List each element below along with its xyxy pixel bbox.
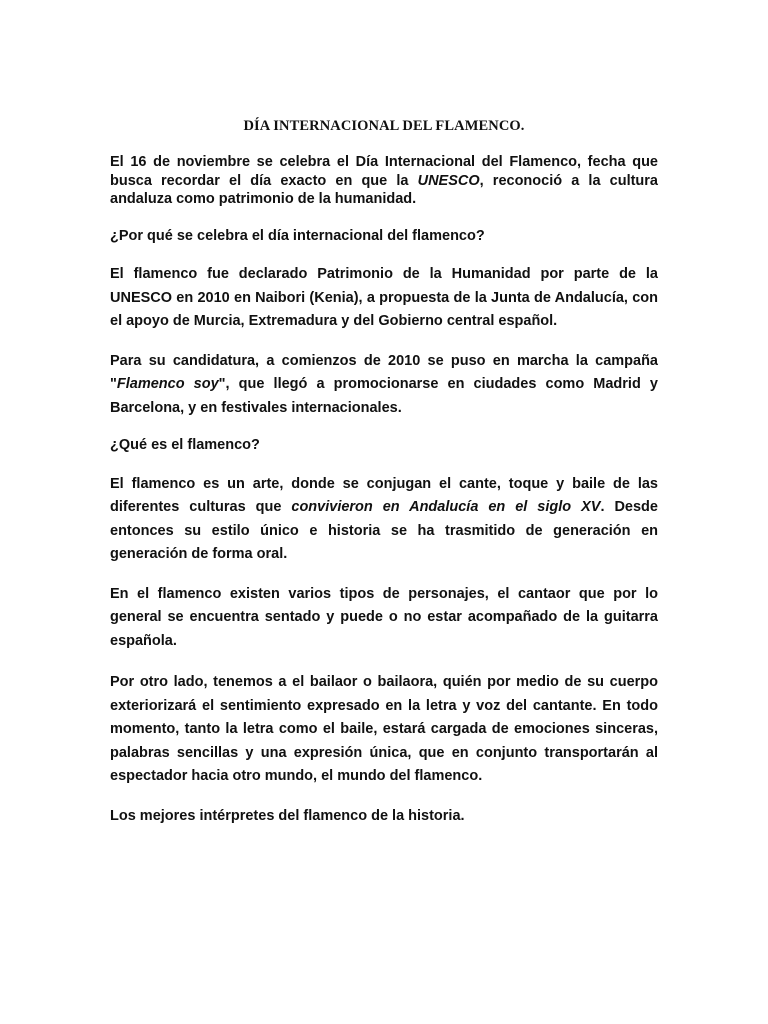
paragraph-candidacy-text-a: Para su candidatura, a comienzos de 2010 se puso en marcha la campaña " [110,352,658,392]
paragraph-art-text-a: El flamenco es un arte, donde se conjugan el cante, toque y baile de las diferentes culturas que [110,475,658,515]
paragraph-characters: En el flamenco existen varios tipos de personajes, el cantaor que por lo general se encuentra sentado y puede o no estar acompañado de la guitarra española. [110,585,658,649]
history-emphasis: convivieron en Andalucía en el siglo XV [291,499,601,515]
paragraph-intro-text-b: , reconoció a la cultura andaluza como patrimonio de la humanidad. [110,172,658,207]
question-what-is-flamenco: ¿Qué es el flamenco? [110,437,260,453]
paragraph-art-text-b: . Desde entonces su estilo único e historia se ha trasmitido de generación en generación de forma oral. [110,499,658,562]
question-why-celebrated: ¿Por qué se celebra el día internacional del flamenco? [110,227,485,244]
paragraph-art-definition [110,473,658,567]
paragraph-declaration: El flamenco fue declarado Patrimonio de la Humanidad por parte de la UNESCO en 2010 en Naibori (Kenia), a propuesta de la Junta de Andalucía, con el apoyo de Murcia, Extremadura y del Gobierno central español. [110,266,658,329]
paragraph-candidacy-text-b: ", que llegó a promocionarse en ciudades como Madrid y Barcelona, y en festivales internacionales. [110,376,658,416]
paragraph-candidacy [110,350,658,421]
paragraph-intro [110,153,658,209]
campaign-name-emphasis: Flamenco soy [116,376,219,392]
paragraph-intro-text-a: El 16 de noviembre se celebra el Día Internacional del Flamenco, fecha que busca recordar el día exacto en que la [110,154,658,189]
heading-best-performers: Los mejores intérpretes del flamenco de la historia. [110,807,465,824]
document-title: DÍA INTERNACIONAL DEL FLAMENCO. [243,118,525,134]
paragraph-dancer: Por otro lado, tenemos a el bailaor o bailaora, quién por medio de su cuerpo exteriorizará el sentimiento expresado en la letra y voz del cantante. En todo momento, tanto la letra como el baile, estará cargada de emociones sinceras, palabras sencillas y una expresión única, que en conjunto transportarán al espectador hacia otro mundo, el mundo del flamenco. [110,674,658,784]
unesco-emphasis: UNESCO [417,172,480,189]
